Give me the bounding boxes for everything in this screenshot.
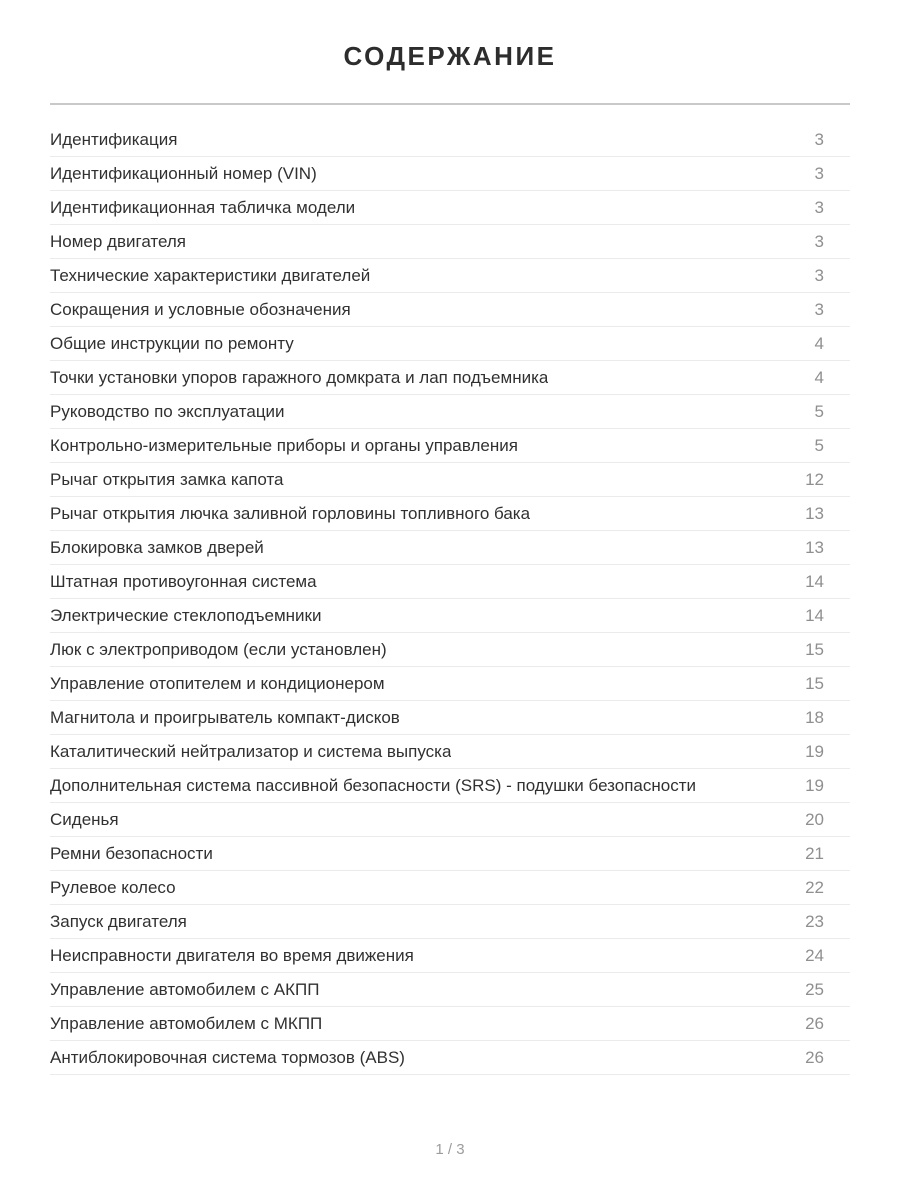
toc-list — [50, 123, 850, 1075]
toc-entry-page-number: 3 — [814, 163, 824, 183]
toc-entry[interactable] — [50, 837, 850, 871]
toc-entry[interactable] — [50, 803, 850, 837]
toc-entry[interactable] — [50, 395, 850, 429]
toc-entry-label: Рулевое колесо — [50, 877, 176, 897]
toc-entry[interactable] — [50, 361, 850, 395]
toc-entry[interactable] — [50, 633, 850, 667]
toc-entry-page-number: 14 — [805, 605, 824, 625]
toc-entry-page-number: 4 — [814, 333, 824, 353]
toc-entry-page-number: 3 — [814, 197, 824, 217]
toc-entry-page-number: 21 — [805, 843, 824, 863]
toc-entry-page-number: 4 — [814, 367, 824, 387]
toc-entry-label: Ремни безопасности — [50, 843, 213, 863]
toc-entry[interactable] — [50, 123, 850, 157]
toc-entry-page-number: 3 — [814, 231, 824, 251]
toc-entry[interactable] — [50, 1041, 850, 1075]
toc-entry-page-number: 5 — [814, 435, 824, 455]
toc-entry-page-number: 18 — [805, 707, 824, 727]
page-indicator: 1 / 3 — [435, 1141, 465, 1158]
toc-entry-page-number: 22 — [805, 877, 824, 897]
toc-entry-page-number: 5 — [814, 401, 824, 421]
toc-entry[interactable] — [50, 599, 850, 633]
toc-entry[interactable] — [50, 463, 850, 497]
toc-entry-label: Контрольно-измерительные приборы и органы управления — [50, 435, 518, 455]
toc-entry-label: Идентификационный номер (VIN) — [50, 163, 317, 183]
toc-entry-label: Рычаг открытия лючка заливной горловины топливного бака — [50, 503, 531, 523]
toc-entry-label: Сокращения и условные обозначения — [50, 299, 351, 319]
toc-entry-label: Идентификация — [50, 129, 178, 149]
toc-entry-page-number: 25 — [805, 979, 824, 999]
toc-entry[interactable] — [50, 497, 850, 531]
toc-entry-label: Общие инструкции по ремонту — [50, 333, 294, 353]
toc-entry[interactable] — [50, 429, 850, 463]
toc-entry-label: Дополнительная система пассивной безопасности (SRS) - подушки безопасности — [50, 775, 696, 795]
toc-entry-page-number: 3 — [814, 299, 824, 319]
toc-entry-label: Управление автомобилем с МКПП — [50, 1013, 323, 1033]
toc-entry-label: Блокировка замков дверей — [50, 537, 264, 557]
toc-entry-page-number: 15 — [805, 673, 824, 693]
toc-entry-page-number: 13 — [805, 503, 824, 523]
toc-entry-page-number: 15 — [805, 639, 824, 659]
toc-entry-label: Управление отопителем и кондиционером — [50, 673, 385, 693]
toc-entry[interactable] — [50, 565, 850, 599]
toc-entry[interactable] — [50, 769, 850, 803]
toc-entry[interactable] — [50, 735, 850, 769]
toc-entry-label: Точки установки упоров гаражного домкрата и лап подъемника — [50, 367, 549, 387]
toc-entry-label: Номер двигателя — [50, 231, 187, 251]
toc-entry-label: Технические характеристики двигателей — [50, 265, 371, 285]
toc-entry[interactable] — [50, 871, 850, 905]
page-title: СОДЕРЖАНИЕ — [343, 41, 557, 71]
toc-entry-page-number: 3 — [814, 129, 824, 149]
toc-entry-label: Каталитический нейтрализатор и система выпуска — [50, 741, 452, 761]
toc-entry[interactable] — [50, 939, 850, 973]
toc-entry-label: Люк с электроприводом (если установлен) — [50, 639, 387, 659]
toc-entry[interactable] — [50, 1007, 850, 1041]
toc-entry-label: Неисправности двигателя во время движения — [50, 945, 414, 965]
toc-entry[interactable] — [50, 225, 850, 259]
toc-entry-label: Сиденья — [50, 809, 119, 829]
toc-entry[interactable] — [50, 531, 850, 565]
toc-entry[interactable] — [50, 293, 850, 327]
toc-entry-label: Штатная противоугонная система — [50, 571, 317, 591]
toc-entry[interactable] — [50, 157, 850, 191]
toc-entry[interactable] — [50, 259, 850, 293]
toc-entry[interactable] — [50, 191, 850, 225]
toc-entry[interactable] — [50, 905, 850, 939]
toc-entry-label: Антиблокировочная система тормозов (ABS) — [50, 1047, 405, 1067]
toc-entry[interactable] — [50, 973, 850, 1007]
toc-entry-label: Руководство по эксплуатации — [50, 401, 285, 421]
toc-entry-page-number: 3 — [814, 265, 824, 285]
toc-entry-page-number: 14 — [805, 571, 824, 591]
header-divider — [50, 103, 850, 105]
toc-entry-page-number: 23 — [805, 911, 824, 931]
toc-entry-label: Запуск двигателя — [50, 911, 187, 931]
toc-entry-label: Магнитола и проигрыватель компакт-дисков — [50, 707, 400, 727]
toc-entry[interactable] — [50, 701, 850, 735]
toc-entry-page-number: 12 — [805, 469, 824, 489]
toc-entry-page-number: 19 — [805, 775, 824, 795]
toc-entry-label: Управление автомобилем с АКПП — [50, 979, 320, 999]
toc-entry-label: Рычаг открытия замка капота — [50, 469, 284, 489]
toc-entry[interactable] — [50, 667, 850, 701]
toc-entry-page-number: 26 — [805, 1047, 824, 1067]
toc-entry-page-number: 13 — [805, 537, 824, 557]
toc-entry-label: Электрические стеклоподъемники — [50, 605, 322, 625]
toc-entry[interactable] — [50, 327, 850, 361]
toc-entry-page-number: 24 — [805, 945, 824, 965]
toc-entry-page-number: 19 — [805, 741, 824, 761]
toc-entry-page-number: 20 — [805, 809, 824, 829]
toc-entry-label: Идентификационная табличка модели — [50, 197, 356, 217]
toc-entry-page-number: 26 — [805, 1013, 824, 1033]
